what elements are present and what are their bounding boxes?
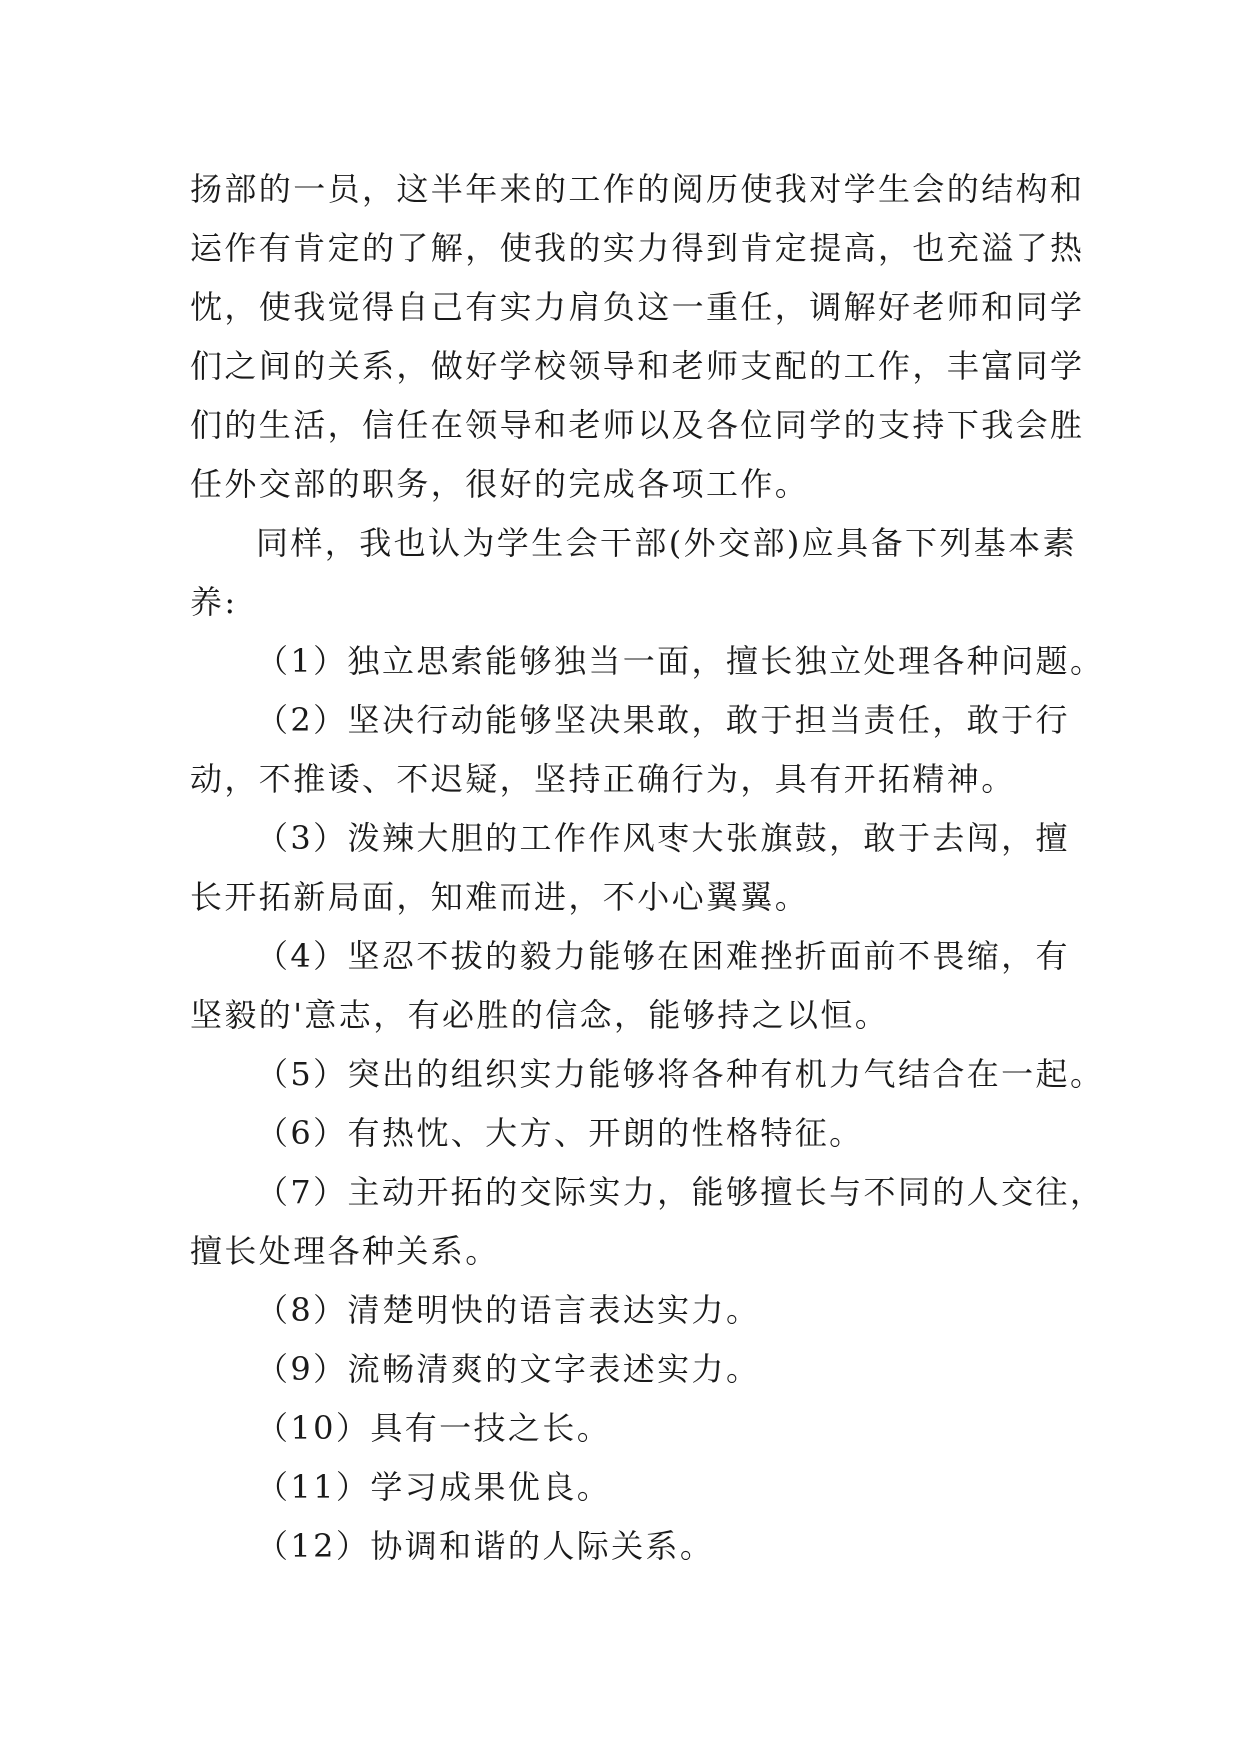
list-item: （8）清楚明快的语言表达实力。: [256, 1291, 761, 1329]
list-item: （4）坚忍不拔的毅力能够在困难挫折面前不畏缩，有: [256, 937, 1070, 975]
list-item: （12）协调和谐的人际关系。: [256, 1527, 715, 1565]
paragraph-line: 们的生活，信任在领导和老师以及各位同学的支持下我会胜: [190, 406, 1085, 444]
paragraph-line: 运作有肯定的了解，使我的实力得到肯定提高，也充溢了热: [190, 229, 1085, 267]
list-item: （2）坚决行动能够坚决果敢，敢于担当责任，敢于行: [256, 701, 1070, 739]
paragraph-line: 任外交部的职务，很好的完成各项工作。: [190, 465, 810, 503]
list-item: （10）具有一技之长。: [256, 1409, 612, 1447]
paragraph-line: 扬部的一员，这半年来的工作的阅历使我对学生会的结构和: [190, 170, 1085, 208]
paragraph-line: 忱，使我觉得自己有实力肩负这一重任，调解好老师和同学: [190, 288, 1085, 326]
list-item-continuation: 坚毅的'意志，有必胜的信念，能够持之以恒。: [190, 996, 890, 1034]
list-item: （6）有热忱、大方、开朗的性格特征。: [256, 1114, 864, 1152]
list-item: （9）流畅清爽的文字表述实力。: [256, 1350, 761, 1388]
list-item: （7）主动开拓的交际实力，能够擅长与不同的人交往，: [256, 1173, 1105, 1211]
list-item: （5）突出的组织实力能够将各种有机力气结合在一起。: [256, 1055, 1105, 1093]
paragraph-line: 同样，我也认为学生会干部(外交部)应具备下列基本素: [256, 524, 1077, 562]
list-item-continuation: 擅长处理各种关系。: [190, 1232, 500, 1270]
paragraph-line: 们之间的关系，做好学校领导和老师支配的工作，丰富同学: [190, 347, 1085, 385]
list-item: （3）泼辣大胆的工作作风枣大张旗鼓，敢于去闯，擅: [256, 819, 1070, 857]
paragraph-line: 养:: [190, 583, 238, 621]
document-body: [190, 160, 1105, 1576]
list-item: （1）独立思索能够独当一面，擅长独立处理各种问题。: [256, 642, 1105, 680]
list-item-continuation: 长开拓新局面，知难而进，不小心翼翼。: [190, 878, 810, 916]
list-item-continuation: 动，不推诿、不迟疑，坚持正确行为，具有开拓精神。: [190, 760, 1016, 798]
list-item: （11）学习成果优良。: [256, 1468, 612, 1506]
